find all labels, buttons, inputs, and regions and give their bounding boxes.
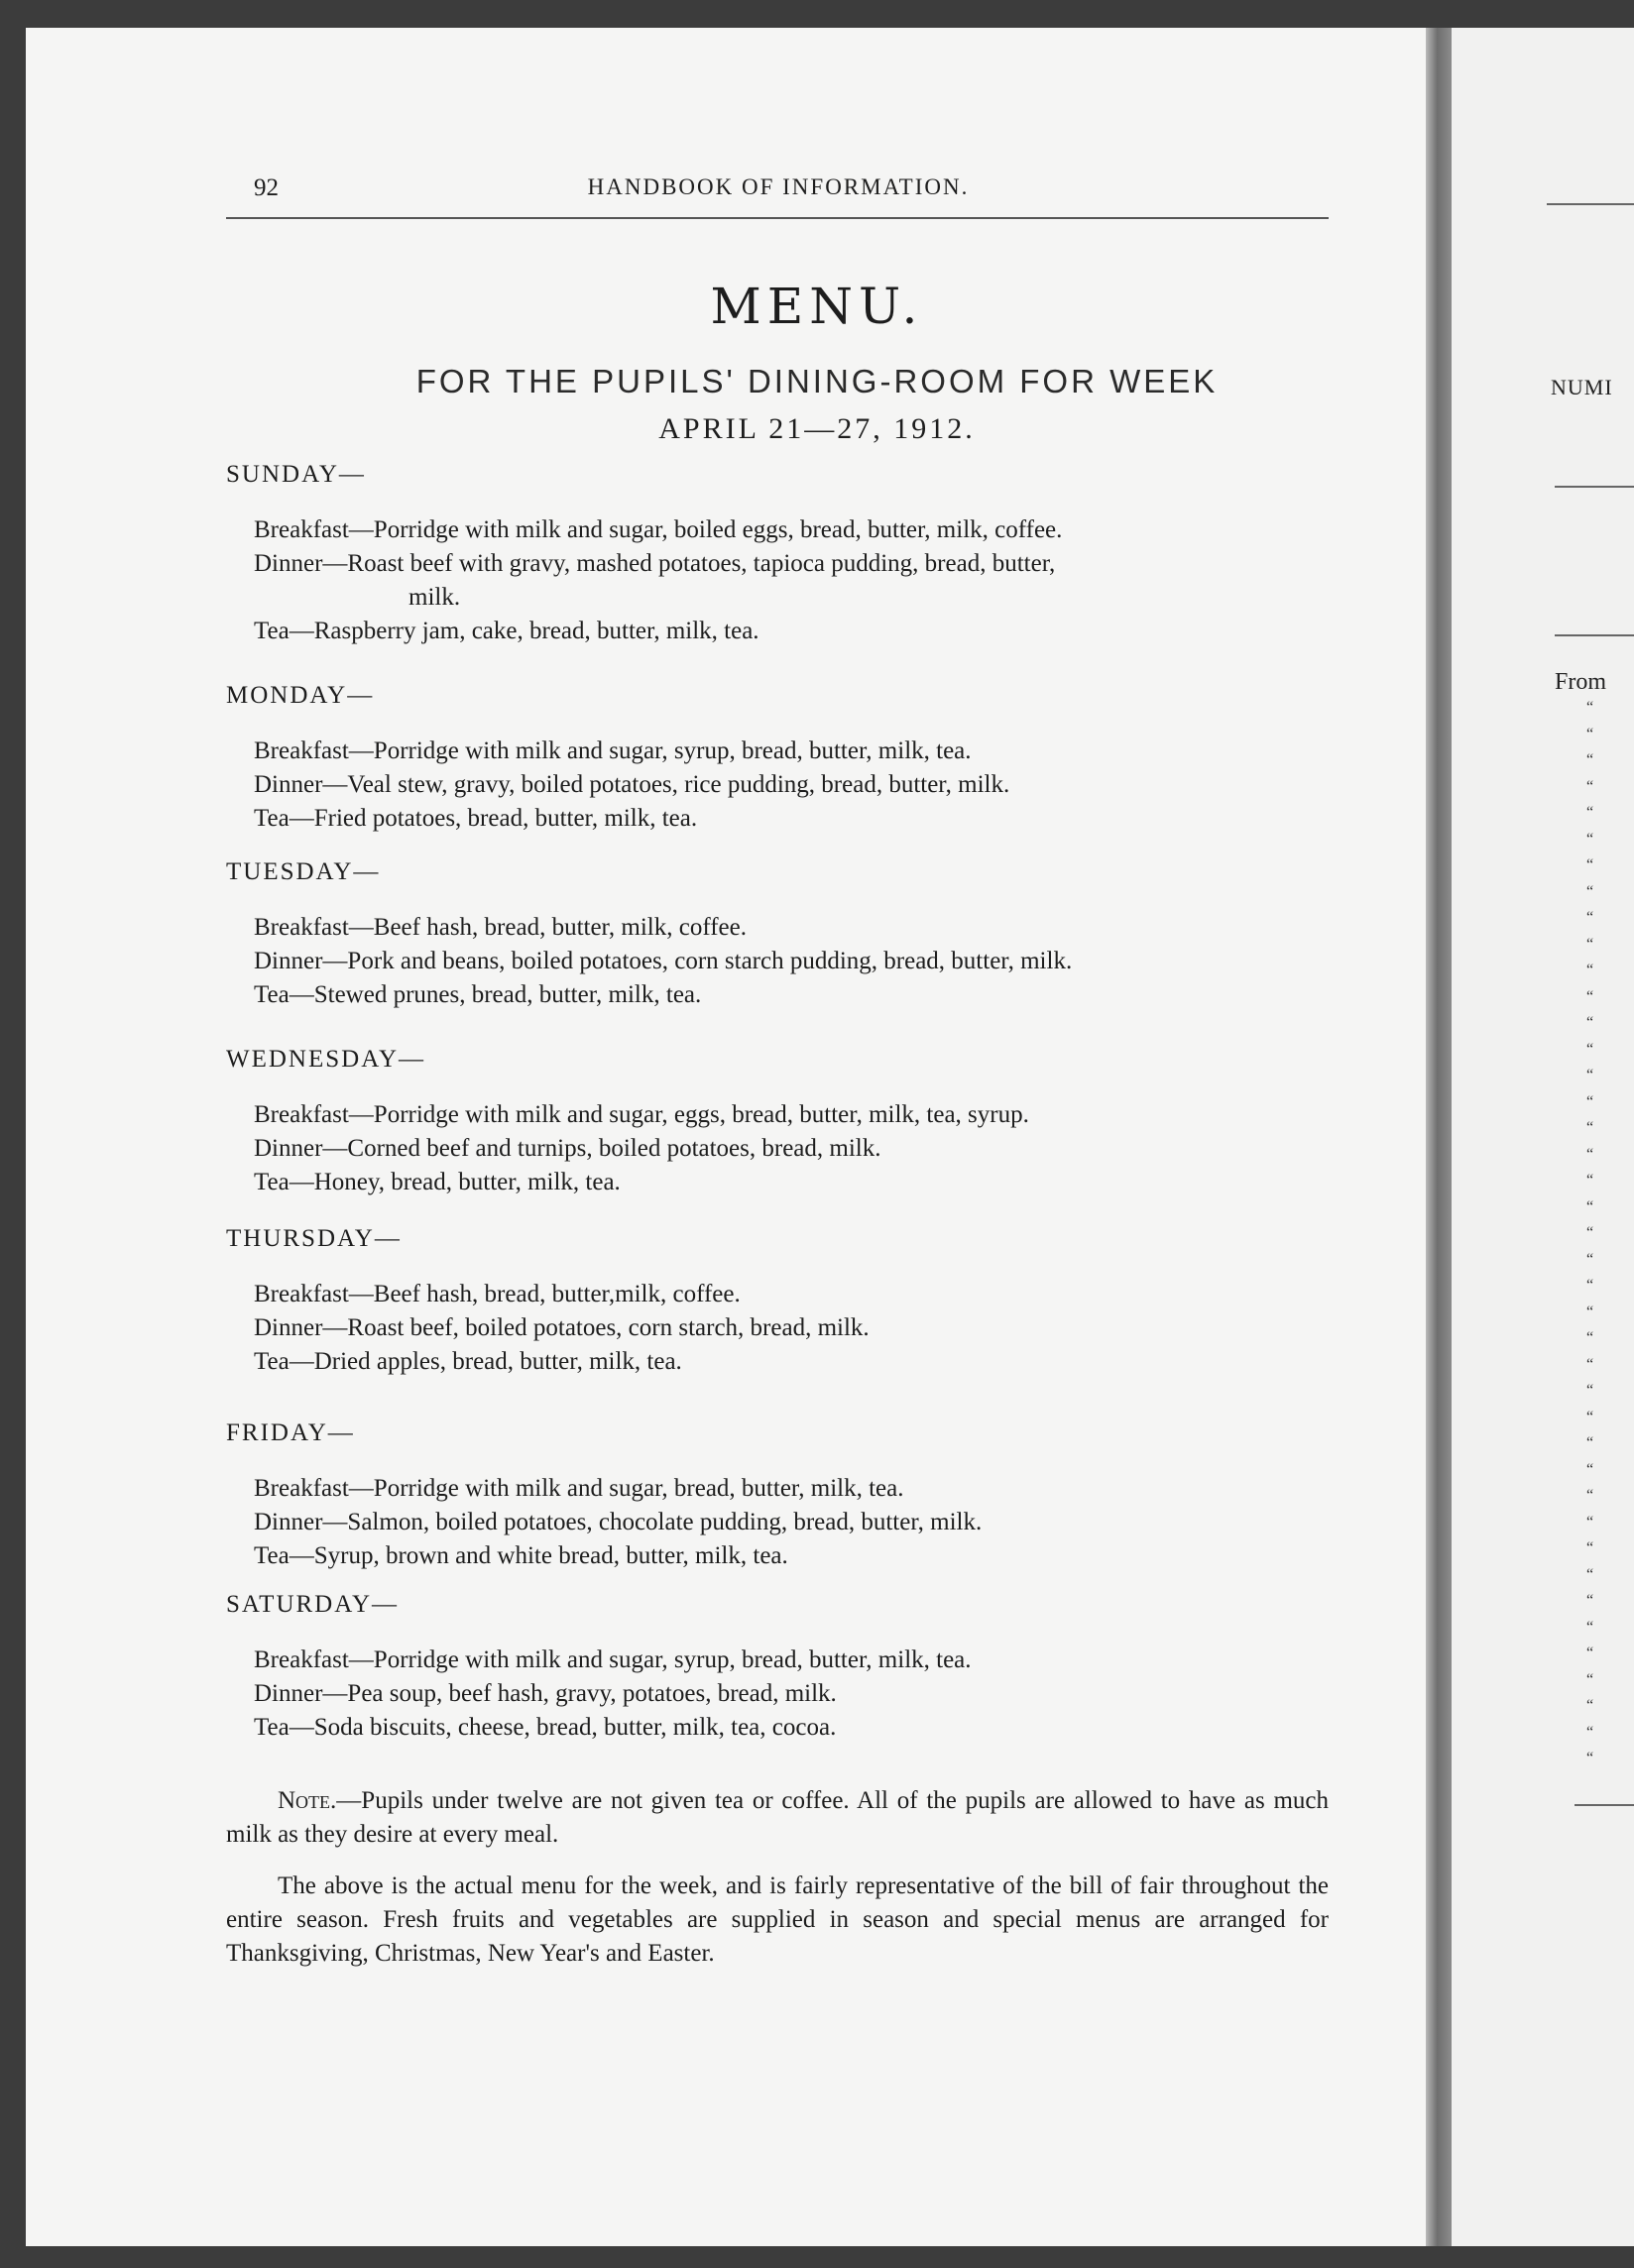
ditto-mark: “ — [1586, 1539, 1594, 1556]
meal-text: Breakfast—Porridge with milk and sugar, eggs, bread, butter, milk, tea, syrup. — [254, 1101, 1029, 1128]
header-rule — [226, 217, 1329, 219]
meal-line — [254, 1644, 1335, 1677]
meal-text: Tea—Fried potatoes, bread, butter, milk, tea. — [254, 805, 698, 832]
ditto-mark: “ — [1586, 1067, 1594, 1083]
menu-date: APRIL 21—27, 1912. — [658, 412, 976, 445]
ditto-mark: “ — [1586, 856, 1594, 873]
day-heading: TUESDAY— — [226, 858, 381, 885]
ditto-mark: “ — [1586, 1408, 1594, 1425]
closing-paragraph — [226, 1870, 1329, 1971]
ditto-mark: “ — [1586, 1487, 1594, 1504]
meal-text: Breakfast—Beef hash, bread, butter,milk, coffee. — [254, 1281, 741, 1307]
note-paragraph — [226, 1784, 1329, 1852]
meal-text: Breakfast—Porridge with milk and sugar, bread, butter, milk, tea. — [254, 1475, 904, 1502]
day-heading: MONDAY— — [226, 682, 375, 709]
meal-line — [254, 1278, 1335, 1311]
menu-subtitle: FOR THE PUPILS' DINING-ROOM FOR WEEK — [415, 363, 1219, 399]
meal-line — [254, 1166, 1335, 1199]
ditto-mark: “ — [1586, 1224, 1594, 1241]
meal-text: Dinner—Pork and beans, boiled potatoes, corn starch pudding, bread, butter, milk. — [254, 948, 1073, 974]
ditto-mark: “ — [1586, 1329, 1594, 1346]
note-label: Note. — [278, 1787, 337, 1814]
meal-text: Dinner—Pea soup, beef hash, gravy, potatoes, bread, milk. — [254, 1680, 837, 1707]
book-gutter — [1426, 28, 1452, 2246]
ditto-mark: “ — [1586, 1670, 1594, 1688]
ditto-mark: “ — [1586, 725, 1594, 742]
facing-heading: NUMI — [1551, 375, 1613, 399]
facing-rule-1 — [1547, 203, 1634, 205]
ditto-mark: “ — [1586, 1014, 1594, 1031]
ditto-mark: “ — [1586, 935, 1594, 953]
ditto-mark: “ — [1586, 1040, 1594, 1058]
ditto-mark: “ — [1586, 962, 1594, 978]
ditto-mark: “ — [1586, 1750, 1594, 1766]
meal-line — [254, 978, 1335, 1012]
facing-page-fragment — [1452, 28, 1634, 2246]
meal-text: Dinner—Roast beef with gravy, mashed potatoes, tapioca pudding, bread, butter, — [254, 550, 1056, 577]
meal-line — [254, 1539, 1335, 1573]
meal-text: Dinner—Salmon, boiled potatoes, chocolate pudding, bread, butter, milk. — [254, 1509, 983, 1535]
meal-line — [254, 547, 1335, 615]
ditto-mark: “ — [1586, 1513, 1594, 1531]
ditto-mark: “ — [1586, 1592, 1594, 1609]
ditto-mark: “ — [1586, 1697, 1594, 1714]
ditto-mark: “ — [1586, 1277, 1594, 1294]
day-heading: FRIDAY— — [226, 1419, 355, 1446]
meal-line — [254, 1132, 1335, 1166]
ditto-mark: “ — [1586, 1145, 1594, 1163]
day-heading: WEDNESDAY— — [226, 1046, 426, 1073]
facing-rule-2 — [1555, 486, 1634, 488]
ditto-mark: “ — [1586, 987, 1594, 1005]
ditto-mark: “ — [1586, 1119, 1594, 1136]
ditto-mark: “ — [1586, 1250, 1594, 1268]
meal-text: Breakfast—Porridge with milk and sugar, syrup, bread, butter, milk, tea. — [254, 737, 972, 764]
menu-title: MENU. — [710, 278, 924, 335]
running-head: HANDBOOK OF INFORMATION. — [587, 174, 970, 199]
ditto-mark: “ — [1586, 1565, 1594, 1583]
ditto-mark: “ — [1586, 1092, 1594, 1110]
ditto-mark: “ — [1586, 777, 1594, 795]
meal-text: Dinner—Veal stew, gravy, boiled potatoes, rice pudding, bread, butter, milk. — [254, 771, 1010, 798]
facing-rule-3 — [1555, 634, 1634, 636]
meal-line — [254, 1098, 1335, 1132]
closing-text: The above is the actual menu for the week, and is fairly representative of the bill of fair throughout the entire season. Fresh fruits and vegetables are supplied in season and special menus are arranged for Thanksgiving, Christmas, New Year's and Easter. — [226, 1872, 1329, 1967]
facing-rule-4 — [1575, 1804, 1634, 1806]
meal-text: Tea—Syrup, brown and white bread, butter, milk, tea. — [254, 1542, 788, 1569]
meal-line — [254, 1472, 1335, 1506]
meal-line — [254, 615, 1335, 648]
meal-line — [254, 1677, 1335, 1711]
meal-line — [254, 735, 1335, 768]
ditto-mark: “ — [1586, 1434, 1594, 1451]
ditto-mark: “ — [1586, 1172, 1594, 1189]
meal-text: Tea—Soda biscuits, cheese, bread, butter, milk, tea, cocoa. — [254, 1714, 837, 1741]
meal-text: Breakfast—Porridge with milk and sugar, boiled eggs, bread, butter, milk, coffee. — [254, 516, 1063, 543]
meal-text: Dinner—Roast beef, boiled potatoes, corn starch, bread, milk. — [254, 1314, 870, 1341]
meal-line — [254, 802, 1335, 836]
ditto-mark: “ — [1586, 1618, 1594, 1636]
meal-text: Tea—Dried apples, bread, butter, milk, tea. — [254, 1348, 682, 1375]
ditto-mark: “ — [1586, 830, 1594, 848]
meal-text: Breakfast—Porridge with milk and sugar, syrup, bread, butter, milk, tea. — [254, 1646, 972, 1673]
ditto-mark: “ — [1586, 1303, 1594, 1320]
ditto-mark: “ — [1586, 804, 1594, 821]
meal-continuation: milk. — [408, 584, 461, 611]
ditto-mark: “ — [1586, 751, 1594, 768]
meal-text: Dinner—Corned beef and turnips, boiled potatoes, bread, milk. — [254, 1135, 881, 1162]
ditto-mark: “ — [1586, 909, 1594, 926]
facing-from: From — [1555, 669, 1607, 695]
day-heading: THURSDAY— — [226, 1225, 402, 1252]
meal-text: Breakfast—Beef hash, bread, butter, milk, coffee. — [254, 914, 747, 941]
meal-line — [254, 945, 1335, 978]
meal-text: Tea—Honey, bread, butter, milk, tea. — [254, 1169, 621, 1195]
meal-line — [254, 1711, 1335, 1745]
page-number: 92 — [254, 174, 279, 201]
day-heading: SUNDAY— — [226, 461, 366, 488]
meal-line — [254, 1506, 1335, 1539]
ditto-mark: “ — [1586, 1644, 1594, 1661]
ditto-mark: “ — [1586, 1723, 1594, 1741]
ditto-mark: “ — [1586, 1460, 1594, 1478]
note-text: —Pupils under twelve are not given tea or coffee. All of the pupils are allowed to have as much milk as they desire at every meal. — [226, 1787, 1329, 1848]
day-heading: SATURDAY— — [226, 1591, 400, 1618]
meal-line — [254, 1345, 1335, 1379]
ditto-mark: “ — [1586, 1197, 1594, 1215]
page-header — [228, 169, 1329, 218]
meal-line — [254, 768, 1335, 802]
ditto-mark: “ — [1586, 1355, 1594, 1373]
meal-line — [254, 911, 1335, 945]
ditto-mark: “ — [1586, 1382, 1594, 1399]
meal-text: Tea—Stewed prunes, bread, butter, milk, tea. — [254, 981, 702, 1008]
ditto-mark: “ — [1586, 699, 1594, 716]
meal-line — [254, 513, 1335, 547]
ditto-mark: “ — [1586, 882, 1594, 900]
meal-line — [254, 1311, 1335, 1345]
meal-text: Tea—Raspberry jam, cake, bread, butter, milk, tea. — [254, 618, 759, 644]
